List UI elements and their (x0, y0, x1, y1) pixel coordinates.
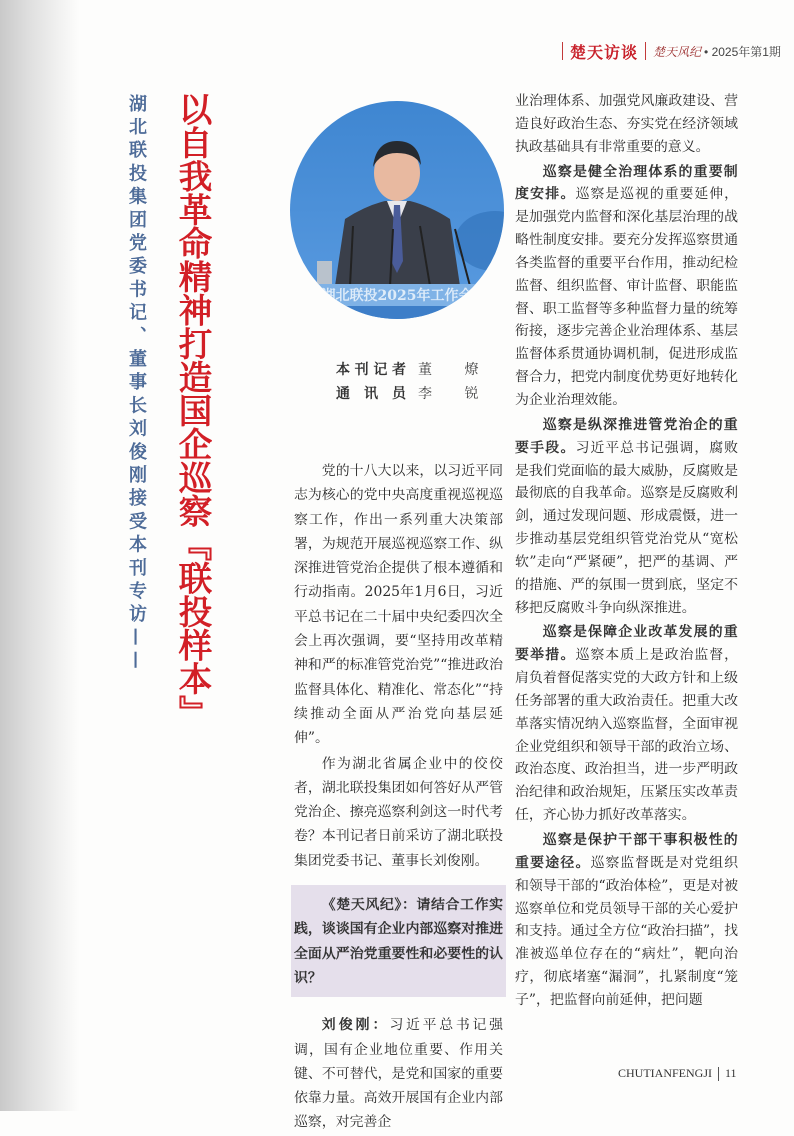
interview-question: 《楚天风纪》：请结合工作实践，谈谈国有企业内部巡察对推进全面从严治党重要性和必要性的认识？ (294, 897, 503, 986)
magazine-logo: 楚天风纪 (653, 44, 702, 59)
left-text-column (294, 459, 503, 1136)
divider (645, 42, 646, 60)
divider (718, 1067, 719, 1081)
article-title: 以自我革命精神打造国企巡察『联投样本』 (173, 92, 212, 729)
byline-correspondent (336, 382, 492, 406)
section-paragraph (515, 621, 738, 827)
byline-reporter (336, 358, 492, 382)
answer-speaker: 刘俊刚： (321, 1017, 390, 1034)
section-lead: 巡察是保护干部干事积极性的重要途径。 (515, 832, 738, 871)
interviewee-photo (290, 101, 504, 319)
byline (336, 358, 492, 406)
answer-text: 习近平总书记强调，国有企业地位重要、作用关键、不可替代，是党和国家的重要依靠力量。高效开展国有企业内部巡察，对完善企 (294, 1017, 503, 1131)
section-name: 楚天访谈 (570, 42, 639, 62)
section-text: 巡察本质上是政治监督，肩负着督促落实党的大政方针和上级任务部署的重大政治责任。把重大改革落实情况纳入巡察监督，全面审视企业党组织和领导干部的政治立场、政治态度、政治担当，进一步严明政治纪律和政治规矩，压紧压实改革责任，齐心协力抓好改革落实。 (515, 647, 738, 824)
section-lead: 巡察是健全治理体系的重要制度安排。 (515, 163, 738, 203)
footer-magazine-name: CHUTIANFENGJI (618, 1066, 712, 1080)
question-box (291, 885, 506, 997)
podium-banner-text: 湖北联投2025年工作会 (321, 288, 473, 304)
page-footer (618, 1066, 737, 1081)
byline-name: 李 锐 (418, 386, 493, 402)
section-text: 习近平总书记强调，腐败是我们党面临的最大威胁，反腐败是最彻底的自我革命。巡察是反腐败利剑，通过发现问题、形成震慑，进一步推动基层党组织管党治党从“宽松软”走向“严紧硬”，把严的基调、严的措施、严的氛围一贯到底，坚定不移把反腐败斗争向纵深推进。 (515, 439, 738, 616)
right-text-column (515, 90, 738, 1014)
byline-role: 通讯员 (336, 385, 406, 401)
byline-role: 本刊记者 (336, 361, 406, 377)
running-header (555, 40, 781, 62)
article-subtitle: 湖北联投集团党委书记、董事长刘俊刚接受本刊专访—— (126, 94, 147, 674)
section-lead: 巡察是保障企业改革发展的重要举措。 (515, 624, 738, 664)
section-paragraph (515, 829, 738, 1012)
page-spine-shadow (0, 0, 80, 1111)
answer-continued: 业治理体系、加强党风廉政建设、营造良好政治生态、夯实党在经济领域执政基础具有非常重要的意义。 (515, 93, 738, 155)
page-number: 11 (725, 1066, 737, 1080)
speaker-at-podium-image (290, 101, 504, 319)
divider (562, 42, 563, 60)
answer-paragraph (294, 1013, 503, 1134)
section-text: 巡察是巡视的重要延伸，是加强党内监督和深化基层治理的战略性制度安排。要充分发挥巡察贯通各类监督的重要平台作用，推动纪检监督、组织监督、审计监督、职能监督、职工监督等多种监督力量的统筹衔接，逐步完善企业治理体系、基层监督体系贯通协调机制，促进形成监督合力，把党内制度优势更好地转化为企业治理效能。 (515, 186, 738, 408)
section-text: 巡察监督既是对党组织和领导干部的“政治体检”，更是对被巡察单位和党员领导干部的关心爱护和支持。通过全方位“政治扫描”，找准被巡单位存在的“病灶”，靶向治疗，彻底堵塞“漏洞”，扎紧制度“笼子”，把监督向前延伸，把问题 (515, 854, 738, 1008)
intro-paragraph: 作为湖北省属企业中的佼佼者，湖北联投集团如何答好从严管党治企、擦亮巡察利剑这一时代考卷？本刊记者日前采访了湖北联投集团党委书记、董事长刘俊刚。 (294, 755, 503, 869)
section-paragraph (515, 161, 738, 412)
section-paragraph (515, 414, 738, 620)
byline-name: 董 燎 (418, 362, 493, 378)
intro-paragraph: 党的十八大以来，以习近平同志为核心的党中央高度重视巡视巡察工作，作出一系列重大决策部署，为规范开展巡视巡察工作、纵深推进管党治企提供了根本遵循和行动指南。2025年1月6日，习近平总书记在二十届中央纪委四次全会上再次强调，要“坚持用改革精神和严的标准管党治党”“推进政治监督具体化、精准化、常态化”“持续推动全面从严治党向基层延伸”。 (294, 463, 503, 747)
section-lead: 巡察是纵深推进管党治企的重要手段。 (515, 416, 738, 456)
issue-number: • 2025年第1期 (704, 44, 781, 59)
